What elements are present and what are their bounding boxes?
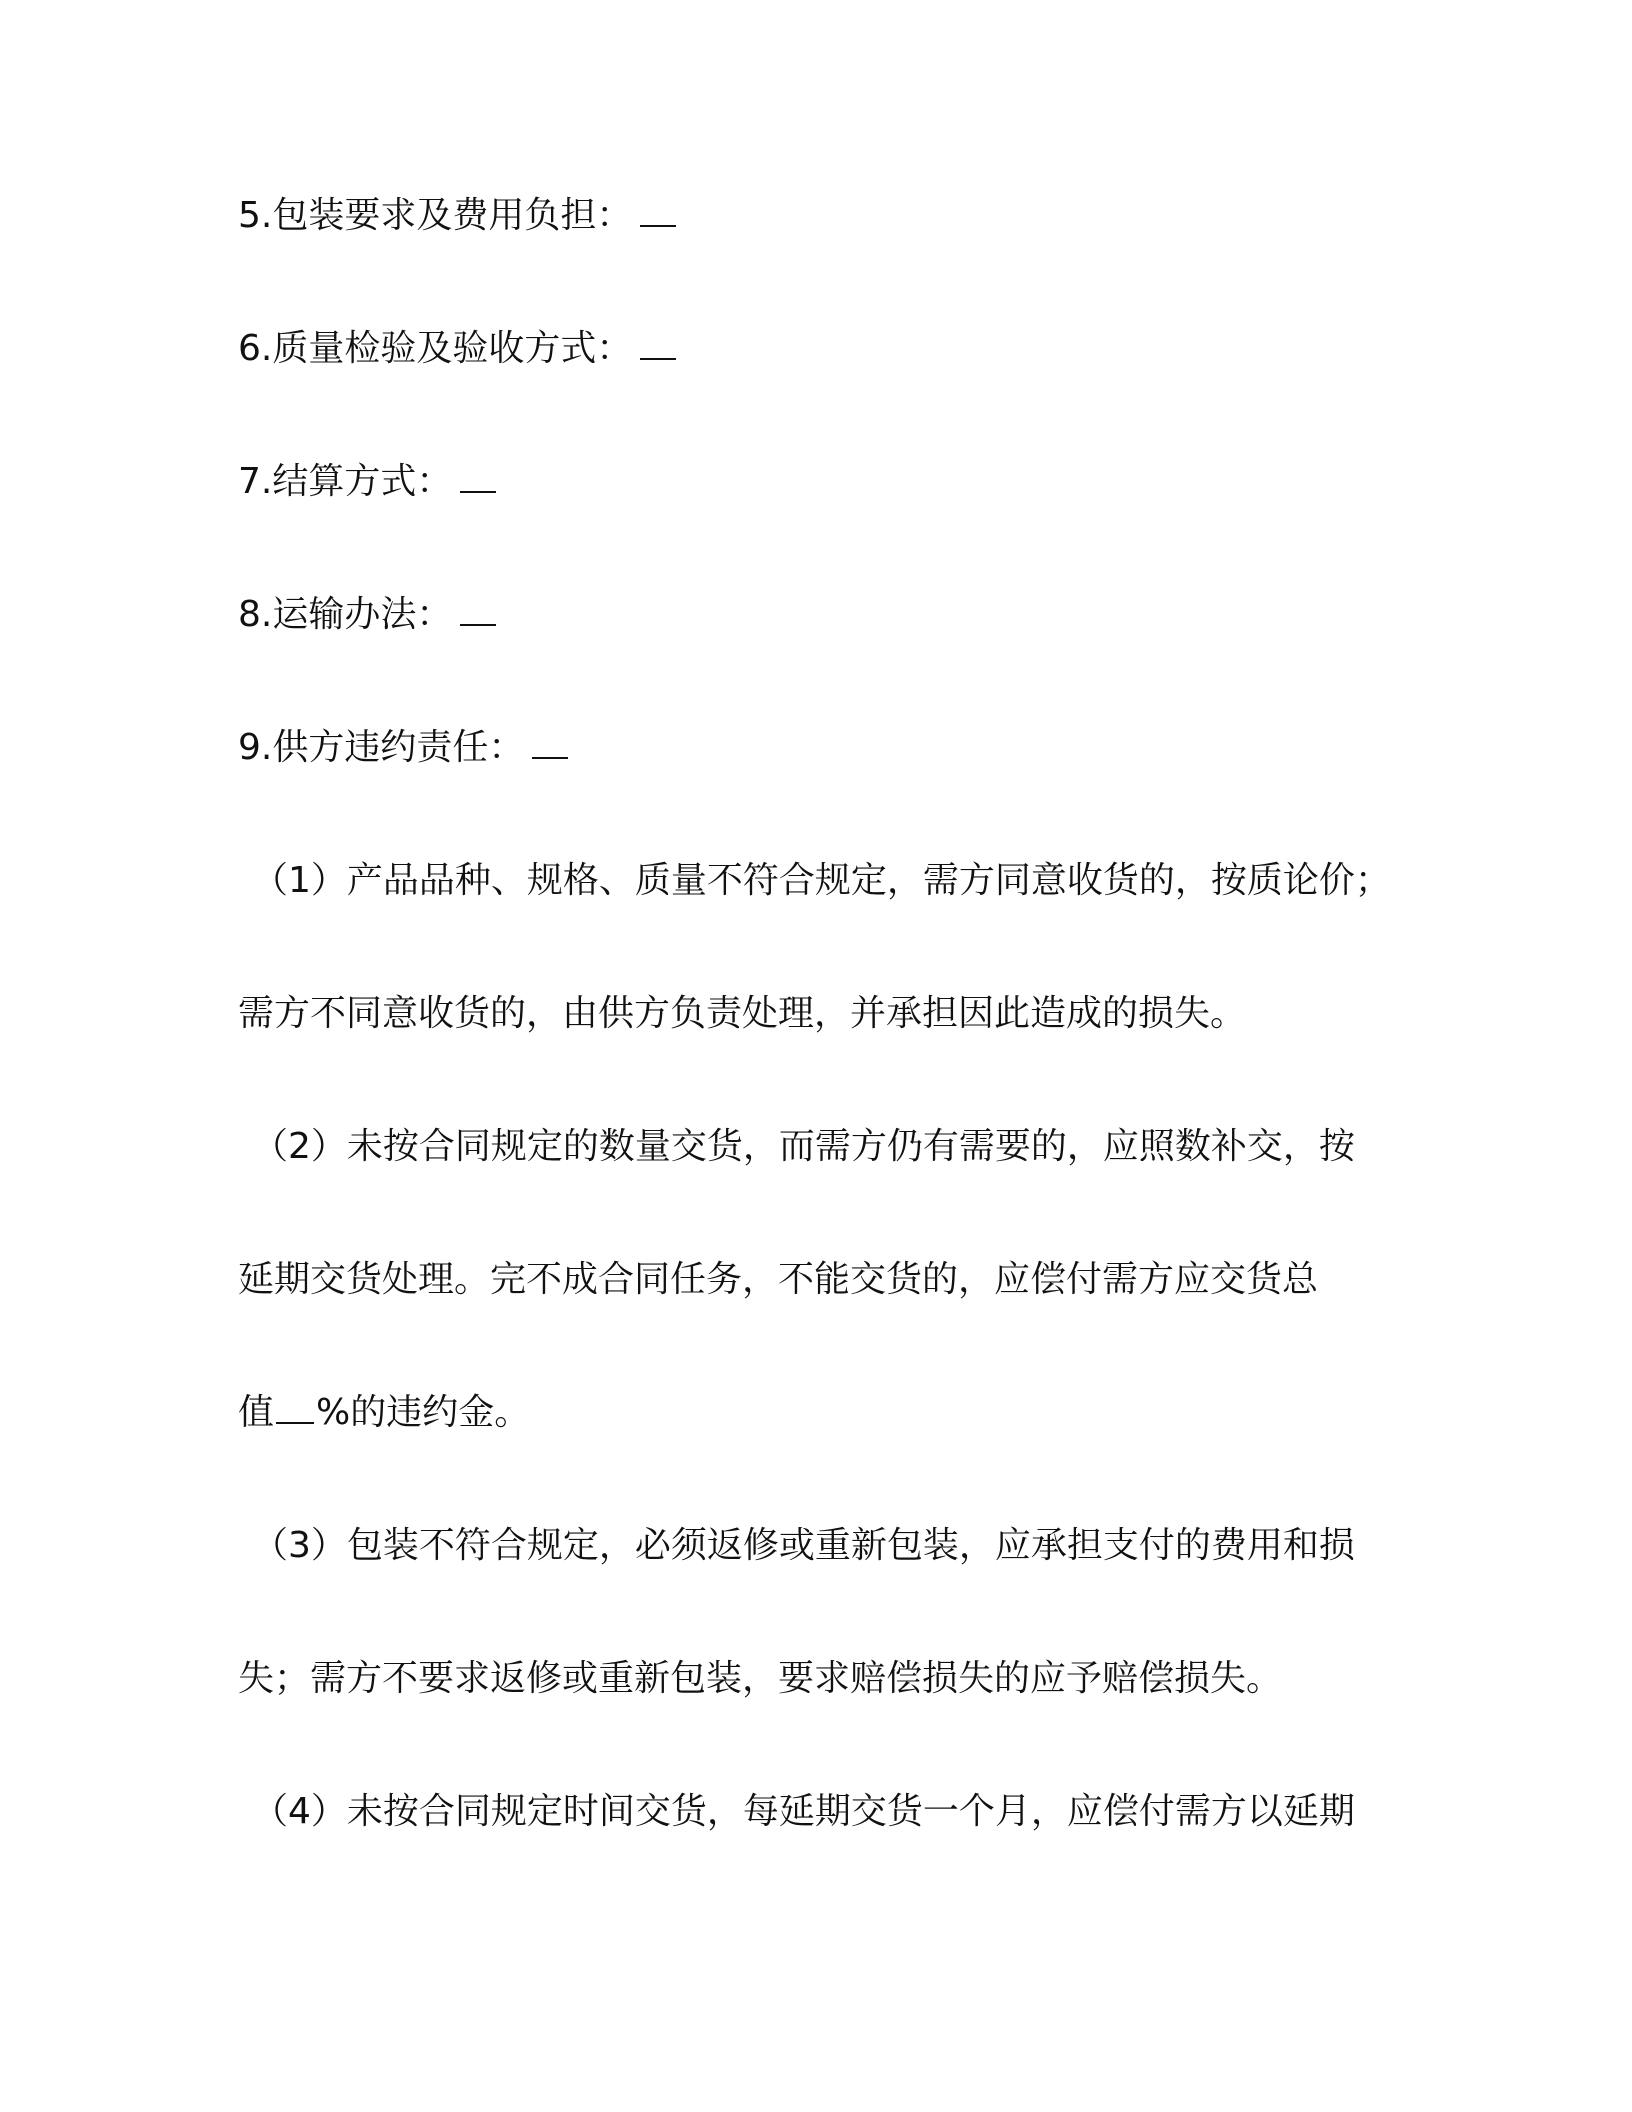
item-5-text: 5.包装要求及费用负担： [238, 195, 633, 236]
contract-item-8 [238, 591, 496, 639]
item-6-text: 6.质量检验及验收方式： [238, 328, 633, 369]
contract-item-9 [238, 724, 568, 772]
clause-1-line-1: （1）产品品种、规格、质量不符合规定，需方同意收货的，按质论价； [252, 860, 1391, 901]
fill-in-blank [640, 328, 676, 360]
clause-2-line-3 [238, 1389, 530, 1437]
clause-2-line-3-prefix: 值 [238, 1392, 275, 1433]
item-7-text: 7.结算方式： [238, 461, 453, 502]
clause-2-line-1: （2）未按合同规定的数量交货，而需方仍有需要的，应照数补交，按 [252, 1126, 1355, 1167]
item-9-text: 9.供方违约责任： [238, 727, 525, 768]
clause-4-line-1: （4）未按合同规定时间交货，每延期交货一个月，应偿付需方以延期 [252, 1791, 1355, 1832]
fill-in-blank [532, 727, 568, 759]
clause-2-line-2: 延期交货处理。完不成合同任务，不能交货的，应偿付需方应交货总 [238, 1259, 1319, 1300]
fill-in-blank [460, 594, 496, 626]
clause-3-line-1: （3）包装不符合规定，必须返修或重新包装，应承担支付的费用和损 [252, 1525, 1355, 1566]
item-8-text: 8.运输办法： [238, 594, 453, 635]
clause-1-line-2: 需方不同意收货的，由供方负责处理，并承担因此造成的损失。 [238, 993, 1247, 1034]
contract-item-5 [238, 192, 676, 240]
fill-in-blank [640, 195, 676, 227]
percentage-blank [276, 1392, 314, 1424]
contract-item-7 [238, 458, 496, 506]
clause-3-line-2: 失；需方不要求返修或重新包装，要求赔偿损失的应予赔偿损失。 [238, 1658, 1283, 1699]
fill-in-blank [460, 461, 496, 493]
clause-2-line-3-suffix: %的违约金。 [316, 1392, 531, 1433]
contract-item-6 [238, 325, 676, 373]
